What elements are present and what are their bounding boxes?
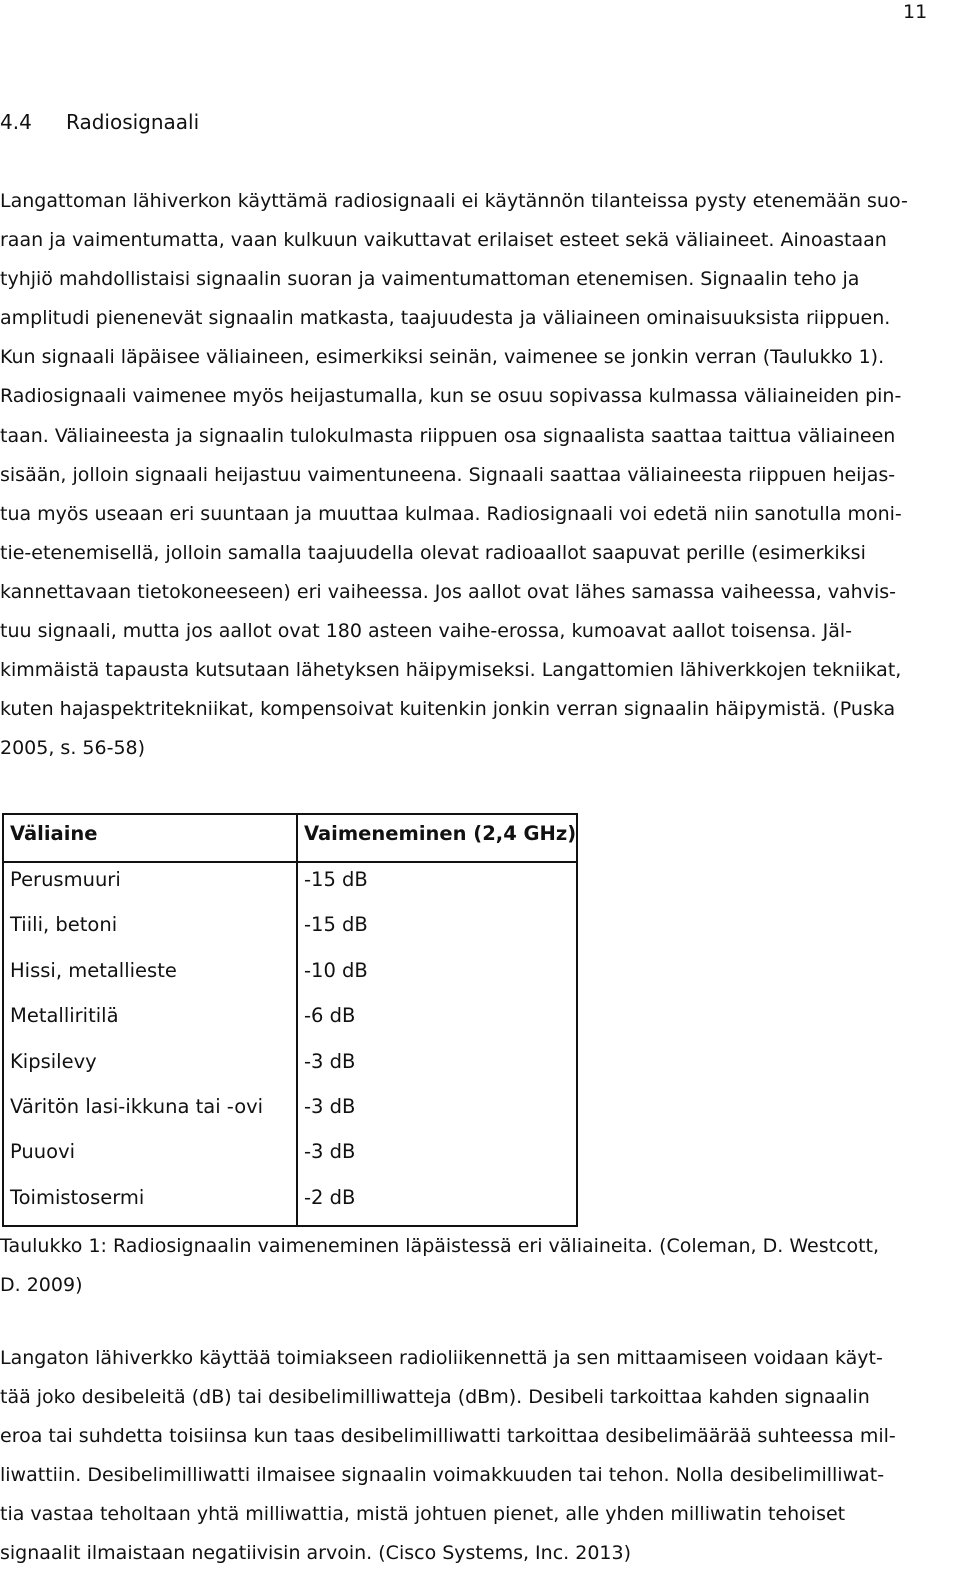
- text-line: Radiosignaali vaimenee myös heijastumalla, kun se osuu sopivassa kulmassa väliaineiden pin-: [0, 385, 902, 408]
- text-line: tia vastaa teholtaan yhtä milliwattia, mistä johtuen pienet, alle yhden milliwatin tehoiset: [0, 1503, 846, 1526]
- section-heading: [0, 109, 199, 135]
- text-line: eroa tai suhdetta toisiinsa kun taas desibelimilliwatti tarkoittaa desibelimäärää suhteessa mil-: [0, 1425, 896, 1448]
- text-line: raan ja vaimentumatta, vaan kulkuun vaikuttavat erilaiset esteet sekä väliaineet. Ainoastaan: [0, 229, 887, 252]
- text-line: tuu signaali, mutta jos aallot ovat 180 asteen vaihe-erossa, kumoavat aallot toisensa. Jäl-: [0, 620, 853, 643]
- text-line: Kun signaali läpäisee väliaineen, esimerkiksi seinän, vaimenee se jonkin verran (Taulukko 1).: [0, 346, 885, 369]
- text-line: tie-etenemisellä, jolloin samalla taajuudella olevat radioaallot saapuvat perille (esimerkiksi: [0, 541, 866, 564]
- table-column-divider: [296, 815, 298, 1225]
- table-caption: [0, 1227, 960, 1305]
- table-cell-attenuation: -3 dB: [304, 1095, 356, 1118]
- section-number: 4.4: [0, 110, 32, 134]
- text-line: tyhjiö mahdollistaisi signaalin suoran ja vaimentumattoman etenemisen. Signaalin teho ja: [0, 268, 860, 291]
- caption-line: D. 2009): [0, 1274, 83, 1297]
- text-line: sisään, jolloin signaali heijastuu vaimentuneena. Signaali saattaa väliaineesta riippuen heijas-: [0, 463, 896, 486]
- table-cell-attenuation: -3 dB: [304, 1050, 356, 1073]
- table-cell-attenuation: -15 dB: [304, 913, 368, 936]
- table-header-attenuation: Vaimeneminen (2,4 GHz): [304, 822, 577, 845]
- text-line: kimmäistä tapausta kutsutaan lähetyksen häipymiseksi. Langattomien lähiverkkojen tekniikat,: [0, 659, 902, 682]
- text-line: Langaton lähiverkko käyttää toimiakseen radioliikennettä ja sen mittaamiseen voidaan käyt-: [0, 1347, 883, 1369]
- attenuation-table: [2, 813, 578, 1227]
- text-line: Langattoman lähiverkon käyttämä radiosignaali ei käytännön tilanteissa pysty etenemään suo-: [0, 190, 908, 212]
- table-cell-medium: Tiili, betoni: [10, 913, 118, 936]
- caption-line: Taulukko 1: Radiosignaalin vaimeneminen läpäistessä eri väliaineita. (Coleman, D. Westcott,: [0, 1235, 880, 1257]
- table-cell-attenuation: -2 dB: [304, 1186, 356, 1209]
- text-line: tää joko desibeleitä (dB) tai desibelimilliwatteja (dBm). Desibeli tarkoittaa kahden signaalin: [0, 1386, 870, 1409]
- paragraph-decibels: [0, 1339, 960, 1574]
- table-header-divider: [4, 861, 576, 863]
- text-line: tua myös useaan eri suuntaan ja muuttaa kulmaa. Radiosignaali voi edetä niin sanotulla moni-: [0, 502, 902, 525]
- text-line: signaalit ilmaistaan negatiivisin arvoin. (Cisco Systems, Inc. 2013): [0, 1542, 631, 1565]
- table-cell-medium: Metalliritilä: [10, 1004, 119, 1027]
- text-line: amplitudi pienenevät signaalin matkasta, taajuudesta ja väliaineen ominaisuuksista riippuen.: [0, 307, 891, 330]
- text-line: kuten hajaspektritekniikat, kompensoivat kuitenkin jonkin verran signaalin häipymistä. (Puska: [0, 698, 896, 721]
- table-cell-medium: Kipsilevy: [10, 1050, 97, 1073]
- text-line: kannettavaan tietokoneeseen) eri vaiheessa. Jos aallot ovat lähes samassa vaiheessa, vahvis-: [0, 580, 897, 603]
- table-cell-medium: Toimistosermi: [10, 1186, 145, 1209]
- table-cell-attenuation: -10 dB: [304, 959, 368, 982]
- section-title: Radiosignaali: [66, 110, 200, 134]
- table-cell-attenuation: -6 dB: [304, 1004, 356, 1027]
- page-number: 11: [903, 1, 928, 23]
- text-line: liwattiin. Desibelimilliwatti ilmaisee signaalin voimakkuuden tai tehon. Nolla desibelimilliwat-: [0, 1464, 885, 1487]
- table-cell-medium: Puuovi: [10, 1140, 76, 1163]
- table-header-medium: Väliaine: [10, 822, 98, 845]
- table-cell-attenuation: -15 dB: [304, 868, 368, 891]
- text-line: 2005, s. 56-58): [0, 737, 146, 760]
- paragraph-radiosignal: [0, 182, 960, 768]
- table-cell-medium: Hissi, metallieste: [10, 959, 177, 982]
- table-cell-attenuation: -3 dB: [304, 1140, 356, 1163]
- table-cell-medium: Väritön lasi-ikkuna tai -ovi: [10, 1095, 264, 1118]
- text-line: taan. Väliaineesta ja signaalin tulokulmasta riippuen osa signaalista saattaa taittua väliaineen: [0, 424, 896, 447]
- table-cell-medium: Perusmuuri: [10, 868, 121, 891]
